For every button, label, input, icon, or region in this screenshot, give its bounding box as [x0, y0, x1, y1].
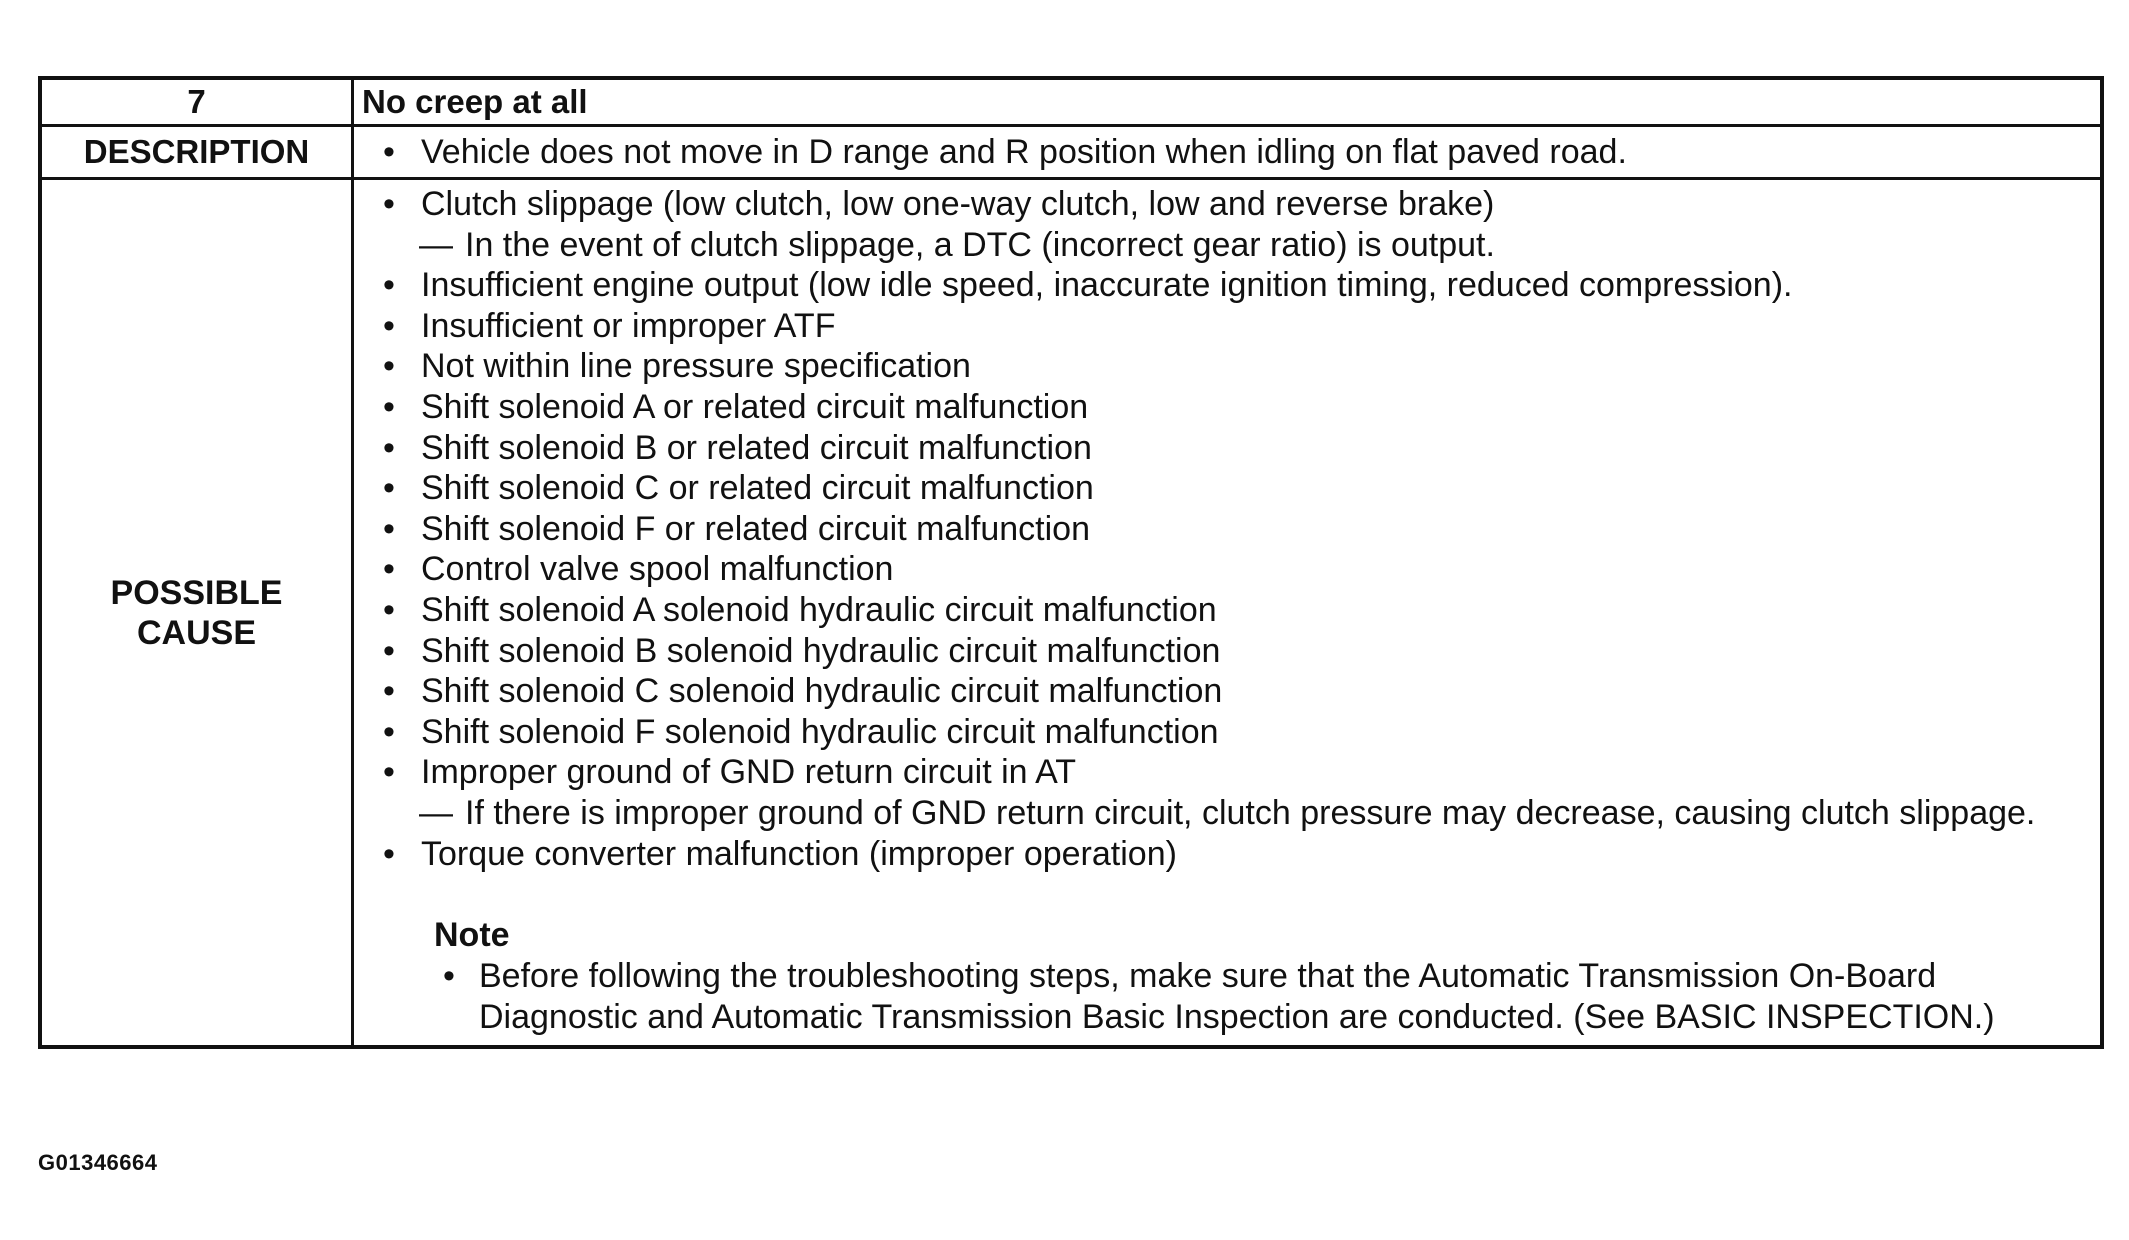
cause-item: [354, 671, 2100, 712]
cause-item: [354, 184, 2100, 265]
bullet-icon: •: [383, 469, 395, 508]
cause-text: Control valve spool malfunction: [421, 550, 894, 589]
cause-item: [354, 387, 2100, 428]
note-heading: Note: [434, 916, 510, 955]
bullet-icon: •: [383, 306, 395, 345]
cause-text: Shift solenoid F solenoid hydraulic circuit malfunction: [421, 712, 1219, 751]
bullet-icon: •: [383, 387, 395, 426]
cause-item: [354, 306, 2100, 347]
bullet-icon: •: [383, 631, 395, 670]
cause-text: Improper ground of GND return circuit in AT: [421, 753, 1077, 792]
cause-item: [354, 752, 2100, 833]
bullet-icon: •: [383, 185, 395, 223]
bullet-icon: •: [383, 266, 395, 305]
bullet-icon: •: [383, 672, 395, 711]
cause-text: Shift solenoid A solenoid hydraulic circuit malfunction: [421, 590, 1217, 629]
cause-item: [354, 590, 2100, 631]
description-label: DESCRIPTION: [40, 126, 353, 179]
cause-item: [354, 346, 2100, 387]
cause-subnote: [419, 793, 2100, 834]
description-row: [40, 126, 2102, 179]
cause-text: Shift solenoid F or related circuit malfunction: [421, 509, 1090, 548]
bullet-icon: •: [383, 753, 395, 792]
cause-item: [354, 265, 2100, 306]
bullet-icon: •: [383, 428, 395, 467]
symptom-row: [40, 78, 2102, 126]
cause-text: Shift solenoid B solenoid hydraulic circuit malfunction: [421, 631, 1221, 670]
cause-text: Shift solenoid C or related circuit malfunction: [421, 469, 1094, 508]
cause-list: [354, 184, 2100, 874]
note-text: Before following the troubleshooting steps, make sure that the Automatic Transmission On-Board Diagnostic and Automatic Transmission Basic Inspection are conducted. (See BASIC INSPECTION.): [479, 957, 1995, 1036]
description-content: [353, 126, 2103, 179]
cause-item: [354, 549, 2100, 590]
description-text: Vehicle does not move in D range and R position when idling on flat paved road.: [421, 133, 1627, 171]
note-item: [434, 956, 2100, 1037]
dash-icon: —: [419, 793, 453, 832]
bullet-icon: •: [383, 590, 395, 629]
cause-subnote-text: If there is improper ground of GND return circuit, clutch pressure may decrease, causing clutch slippage.: [465, 793, 2036, 832]
cause-subnote-text: In the event of clutch slippage, a DTC (incorrect gear ratio) is output.: [465, 225, 1495, 264]
cause-subnote: [419, 225, 2100, 266]
possible-cause-content: [353, 179, 2103, 1048]
cause-text: Insufficient engine output (low idle speed, inaccurate ignition timing, reduced compression).: [421, 266, 1793, 305]
cause-item: [354, 631, 2100, 672]
bullet-icon: •: [383, 347, 395, 386]
bullet-icon: •: [383, 550, 395, 589]
note-list: [434, 956, 2100, 1037]
note-block: [354, 914, 2100, 1037]
bullet-icon: •: [383, 834, 395, 873]
cause-text: Shift solenoid B or related circuit malfunction: [421, 428, 1092, 467]
cause-text: Shift solenoid A or related circuit malfunction: [421, 387, 1089, 426]
dash-icon: —: [419, 225, 453, 264]
cause-text: Clutch slippage (low clutch, low one-way clutch, low and reverse brake): [421, 185, 1495, 223]
bullet-icon: •: [383, 133, 395, 171]
bullet-icon: •: [383, 509, 395, 548]
bullet-icon: •: [443, 957, 455, 996]
cause-item: [354, 428, 2100, 469]
symptom-number: 7: [40, 78, 353, 126]
possible-cause-row: [40, 179, 2102, 1048]
description-item: [354, 127, 2100, 177]
possible-cause-label-text: POSSIBLE CAUSE: [110, 573, 283, 652]
symptom-title: No creep at all: [353, 78, 2103, 126]
bullet-icon: •: [383, 712, 395, 751]
description-list: [354, 127, 2100, 177]
cause-text: Torque converter malfunction (improper operation): [421, 834, 1177, 873]
cause-item: [354, 712, 2100, 753]
cause-item: [354, 834, 2100, 875]
cause-text: Shift solenoid C solenoid hydraulic circuit malfunction: [421, 672, 1223, 711]
diagnostic-table: [38, 76, 2104, 1049]
cause-item: [354, 509, 2100, 550]
possible-cause-label: [40, 179, 353, 1048]
cause-text: Insufficient or improper ATF: [421, 306, 836, 345]
cause-item: [354, 468, 2100, 509]
cause-text: Not within line pressure specification: [421, 347, 971, 386]
figure-id: G01346664: [38, 1150, 158, 1175]
